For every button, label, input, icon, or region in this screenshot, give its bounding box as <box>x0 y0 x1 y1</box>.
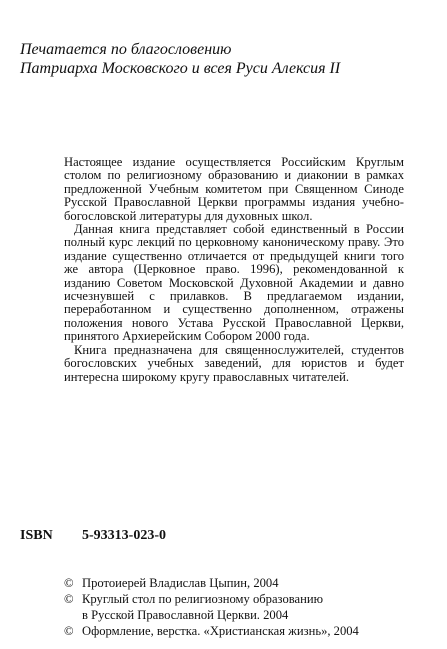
copyright-line-2 <box>64 591 439 623</box>
copyright-layout: Оформление, верстка. «Христианская жизнь», 2004 <box>82 624 359 638</box>
copyright-line-3 <box>64 623 439 639</box>
isbn-number: 5-93313-023-0 <box>82 528 166 543</box>
annotation-paragraph-3: Книга предназначена для священнослужителей, студентов богословских учебных заведений, для юристов и будет интересна широкому кругу православных читателей. <box>64 342 404 384</box>
copyright-round-table: Круглый стол по религиозному образованию <box>82 592 324 606</box>
blessing-block <box>20 40 435 78</box>
copyright-symbol: © <box>64 592 74 606</box>
copyright-symbol: © <box>64 624 74 638</box>
copyright-author: Протоиерей Владислав Цыпин, 2004 <box>82 576 279 590</box>
annotation-paragraph-2: Данная книга представляет собой единственный в России полный курс лекций по церковному каноническому праву. Это издание существенно отличается от предыдущей книги того же автора (Церковное право. 1996), рекомендованной к изданию Советом Московской Духовной Академии и давно исчезнувшей с прилавков. В предлагаемом издании, переработанном и существенно дополненном, отражены положения нового Устава Русской Православной Церкви, принятого Архиерейским Собором 2000 года. <box>64 222 404 344</box>
copyright-line-1 <box>64 575 439 591</box>
annotation-paragraph-1: Настоящее издание осуществляется Российским Круглым столом по религиозному образованию и диаконии в рамках предложенной Учебным комитетом при Священном Синоде Русской Православной Церкви программы издания учебно-богословской литературы для духовных школ. <box>64 155 404 223</box>
blessing-line-2: Патриарха Московского и всея Руси Алексия II <box>20 60 341 77</box>
annotation-text <box>64 156 404 384</box>
isbn-line <box>20 528 166 544</box>
blessing-line-1: Печатается по благословению <box>20 41 232 58</box>
copyright-round-table-cont: в Русской Православной Церкви. 2004 <box>82 608 289 622</box>
copyright-block <box>64 575 439 639</box>
copyright-symbol: © <box>64 576 74 590</box>
isbn-label: ISBN <box>20 528 53 543</box>
